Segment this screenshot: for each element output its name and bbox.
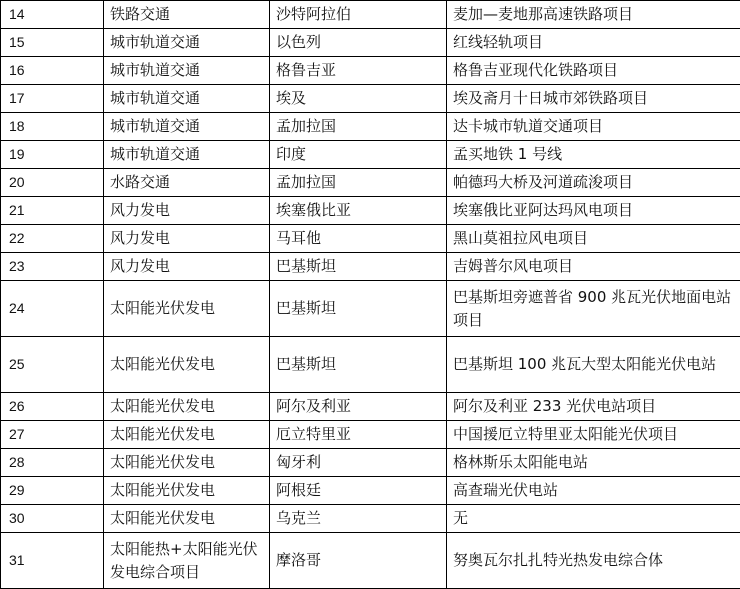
project-type-cell: 太阳能光伏发电 bbox=[104, 477, 270, 505]
project-type-cell: 城市轨道交通 bbox=[104, 141, 270, 169]
project-name-cell: 帕德玛大桥及河道疏浚项目 bbox=[447, 169, 740, 197]
project-type-cell: 太阳能光伏发电 bbox=[104, 449, 270, 477]
table-row bbox=[1, 169, 740, 197]
project-name-cell: 中国援厄立特里亚太阳能光伏项目 bbox=[447, 421, 740, 449]
project-type-cell: 太阳能光伏发电 bbox=[104, 393, 270, 421]
project-name-cell: 高查瑞光伏电站 bbox=[447, 477, 740, 505]
project-name-cell: 孟买地铁 1 号线 bbox=[447, 141, 740, 169]
project-name-cell: 吉姆普尔风电项目 bbox=[447, 253, 740, 281]
project-name-cell: 黑山莫祖拉风电项目 bbox=[447, 225, 740, 253]
row-number-cell: 30 bbox=[1, 505, 104, 533]
project-name-cell: 麦加—麦地那高速铁路项目 bbox=[447, 1, 740, 29]
project-name-cell: 努奥瓦尔扎扎特光热发电综合体 bbox=[447, 533, 740, 589]
table-row bbox=[1, 85, 740, 113]
project-type-cell: 太阳能光伏发电 bbox=[104, 281, 270, 337]
row-number-cell: 23 bbox=[1, 253, 104, 281]
row-number-cell: 27 bbox=[1, 421, 104, 449]
project-type-cell: 风力发电 bbox=[104, 197, 270, 225]
country-cell: 格鲁吉亚 bbox=[270, 57, 447, 85]
project-type-cell: 风力发电 bbox=[104, 225, 270, 253]
row-number-cell: 20 bbox=[1, 169, 104, 197]
table-row bbox=[1, 1, 740, 29]
row-number-cell: 19 bbox=[1, 141, 104, 169]
project-name-cell: 无 bbox=[447, 505, 740, 533]
row-number-cell: 18 bbox=[1, 113, 104, 141]
country-cell: 阿尔及利亚 bbox=[270, 393, 447, 421]
project-name-cell: 格林斯乐太阳能电站 bbox=[447, 449, 740, 477]
row-number-cell: 31 bbox=[1, 533, 104, 589]
project-name-cell: 达卡城市轨道交通项目 bbox=[447, 113, 740, 141]
country-cell: 摩洛哥 bbox=[270, 533, 447, 589]
country-cell: 以色列 bbox=[270, 29, 447, 57]
table-row bbox=[1, 477, 740, 505]
project-type-cell: 太阳能热+太阳能光伏发电综合项目 bbox=[104, 533, 270, 589]
table-row bbox=[1, 449, 740, 477]
project-name-cell: 红线轻轨项目 bbox=[447, 29, 740, 57]
country-cell: 厄立特里亚 bbox=[270, 421, 447, 449]
row-number-cell: 29 bbox=[1, 477, 104, 505]
project-name-cell: 格鲁吉亚现代化铁路项目 bbox=[447, 57, 740, 85]
country-cell: 印度 bbox=[270, 141, 447, 169]
country-cell: 乌克兰 bbox=[270, 505, 447, 533]
country-cell: 巴基斯坦 bbox=[270, 281, 447, 337]
country-cell: 孟加拉国 bbox=[270, 169, 447, 197]
table-row bbox=[1, 225, 740, 253]
project-name-cell: 巴基斯坦旁遮普省 900 兆瓦光伏地面电站项目 bbox=[447, 281, 740, 337]
country-cell: 匈牙利 bbox=[270, 449, 447, 477]
country-cell: 埃及 bbox=[270, 85, 447, 113]
country-cell: 沙特阿拉伯 bbox=[270, 1, 447, 29]
table-row bbox=[1, 421, 740, 449]
project-name-cell: 埃塞俄比亚阿达玛风电项目 bbox=[447, 197, 740, 225]
table-row bbox=[1, 505, 740, 533]
project-type-cell: 城市轨道交通 bbox=[104, 57, 270, 85]
project-name-cell: 巴基斯坦 100 兆瓦大型太阳能光伏电站 bbox=[447, 337, 740, 393]
country-cell: 马耳他 bbox=[270, 225, 447, 253]
row-number-cell: 25 bbox=[1, 337, 104, 393]
row-number-cell: 26 bbox=[1, 393, 104, 421]
project-type-cell: 城市轨道交通 bbox=[104, 113, 270, 141]
table-row bbox=[1, 533, 740, 589]
project-type-cell: 太阳能光伏发电 bbox=[104, 337, 270, 393]
row-number-cell: 22 bbox=[1, 225, 104, 253]
project-type-cell: 太阳能光伏发电 bbox=[104, 421, 270, 449]
country-cell: 阿根廷 bbox=[270, 477, 447, 505]
country-cell: 巴基斯坦 bbox=[270, 253, 447, 281]
country-cell: 孟加拉国 bbox=[270, 113, 447, 141]
table-row bbox=[1, 197, 740, 225]
row-number-cell: 21 bbox=[1, 197, 104, 225]
row-number-cell: 24 bbox=[1, 281, 104, 337]
table-row bbox=[1, 57, 740, 85]
table-row bbox=[1, 393, 740, 421]
row-number-cell: 16 bbox=[1, 57, 104, 85]
table-row bbox=[1, 337, 740, 393]
project-type-cell: 城市轨道交通 bbox=[104, 85, 270, 113]
table-row bbox=[1, 29, 740, 57]
table-row bbox=[1, 253, 740, 281]
project-type-cell: 铁路交通 bbox=[104, 1, 270, 29]
project-type-cell: 水路交通 bbox=[104, 169, 270, 197]
row-number-cell: 28 bbox=[1, 449, 104, 477]
project-type-cell: 风力发电 bbox=[104, 253, 270, 281]
row-number-cell: 15 bbox=[1, 29, 104, 57]
table-row bbox=[1, 281, 740, 337]
project-name-cell: 埃及斋月十日城市郊铁路项目 bbox=[447, 85, 740, 113]
row-number-cell: 17 bbox=[1, 85, 104, 113]
country-cell: 埃塞俄比亚 bbox=[270, 197, 447, 225]
project-type-cell: 太阳能光伏发电 bbox=[104, 505, 270, 533]
table-row bbox=[1, 113, 740, 141]
project-name-cell: 阿尔及利亚 233 光伏电站项目 bbox=[447, 393, 740, 421]
row-number-cell: 14 bbox=[1, 1, 104, 29]
table-row bbox=[1, 141, 740, 169]
project-type-cell: 城市轨道交通 bbox=[104, 29, 270, 57]
country-cell: 巴基斯坦 bbox=[270, 337, 447, 393]
